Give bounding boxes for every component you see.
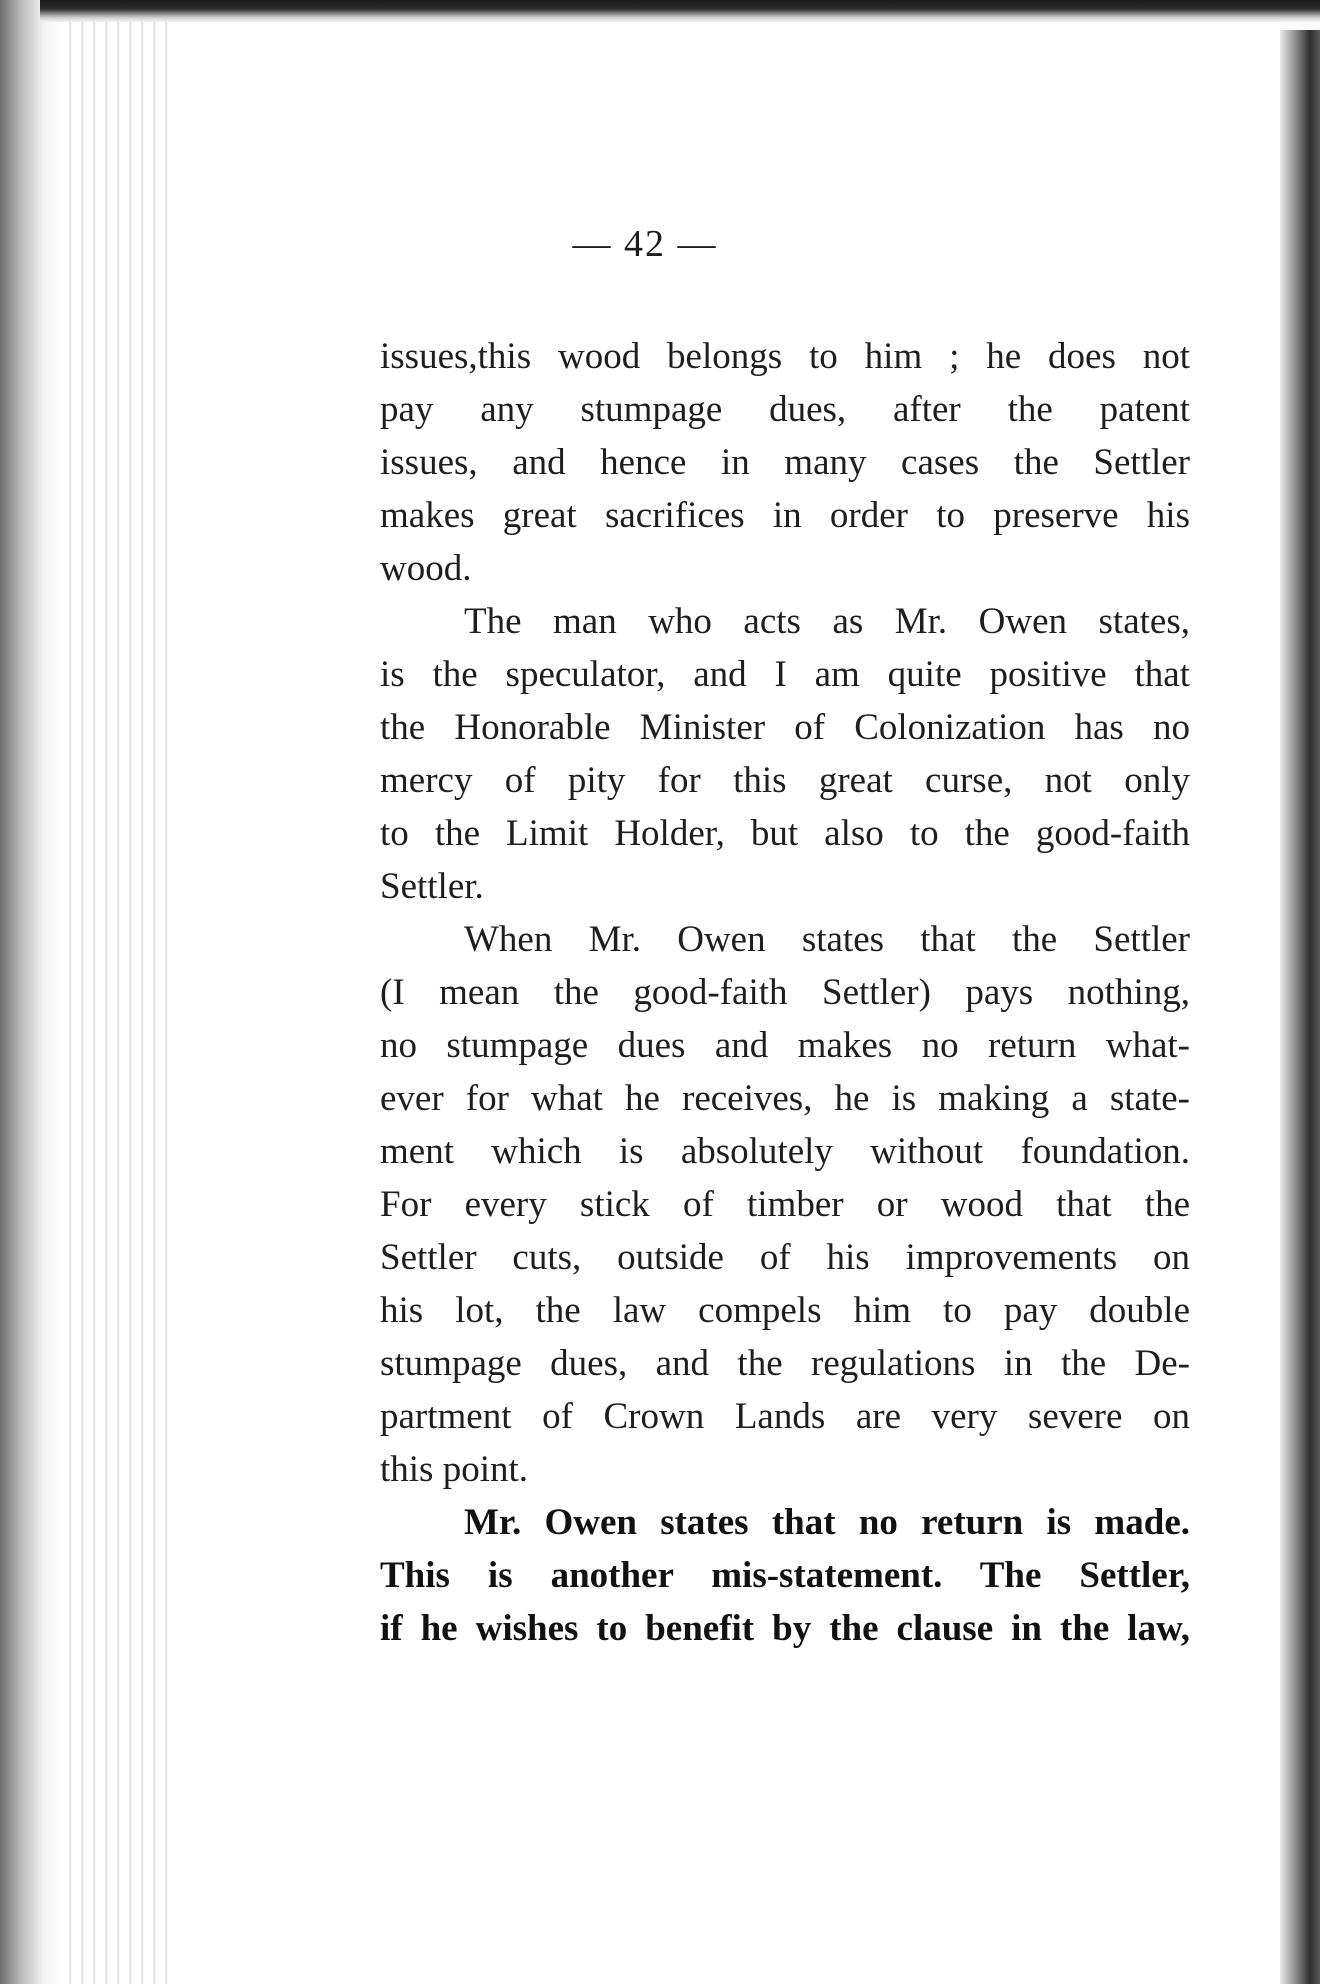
text-line: the Honorable Minister of Colonization has no [380, 707, 1190, 748]
text-line: ever for what he receives, he is making a state- [380, 1078, 1190, 1119]
text-line: is the speculator, and I am quite positive that [380, 654, 1190, 695]
text-line: Settler cuts, outside of his improvements on [380, 1237, 1190, 1278]
text-line: partment of Crown Lands are very severe on [380, 1396, 1190, 1437]
text-line: For every stick of timber or wood that the [380, 1184, 1190, 1225]
text-line: mercy of pity for this great curse, not only [380, 760, 1190, 801]
text-line: ment which is absolutely without foundation. [380, 1131, 1190, 1172]
text-line: The man who acts as Mr. Owen states, [464, 601, 1190, 642]
right-scan-edge [1280, 30, 1320, 1984]
text-line: issues, and hence in many cases the Settler [380, 442, 1190, 483]
text-line: no stumpage dues and makes no return what- [380, 1025, 1190, 1066]
page-number: — 42 — [572, 223, 718, 265]
text-line: Mr. Owen states that no return is made. [464, 1502, 1190, 1543]
text-line: makes great sacrifices in order to preserve his [380, 495, 1190, 536]
text-line: pay any stumpage dues, after the patent [380, 389, 1190, 430]
text-line: stumpage dues, and the regulations in the De- [380, 1343, 1190, 1384]
text-line: if he wishes to benefit by the clause in the law, [380, 1608, 1190, 1649]
top-scan-edge [40, 0, 1320, 22]
text-line: (I mean the good-faith Settler) pays nothing, [380, 972, 1190, 1013]
text-line: this point. [380, 1449, 529, 1490]
text-line: to the Limit Holder, but also to the good-faith [380, 813, 1190, 854]
text-line: wood. [380, 548, 472, 589]
binding-shadow [0, 0, 62, 1984]
text-line: Settler. [380, 866, 484, 907]
text-line: This is another mis-statement. The Settler, [380, 1555, 1190, 1596]
text-line: When Mr. Owen states that the Settler [464, 919, 1190, 960]
text-line: his lot, the law compels him to pay double [380, 1290, 1190, 1331]
text-line: issues,this wood belongs to him ; he does not [380, 336, 1190, 377]
body-text [380, 330, 1190, 1655]
